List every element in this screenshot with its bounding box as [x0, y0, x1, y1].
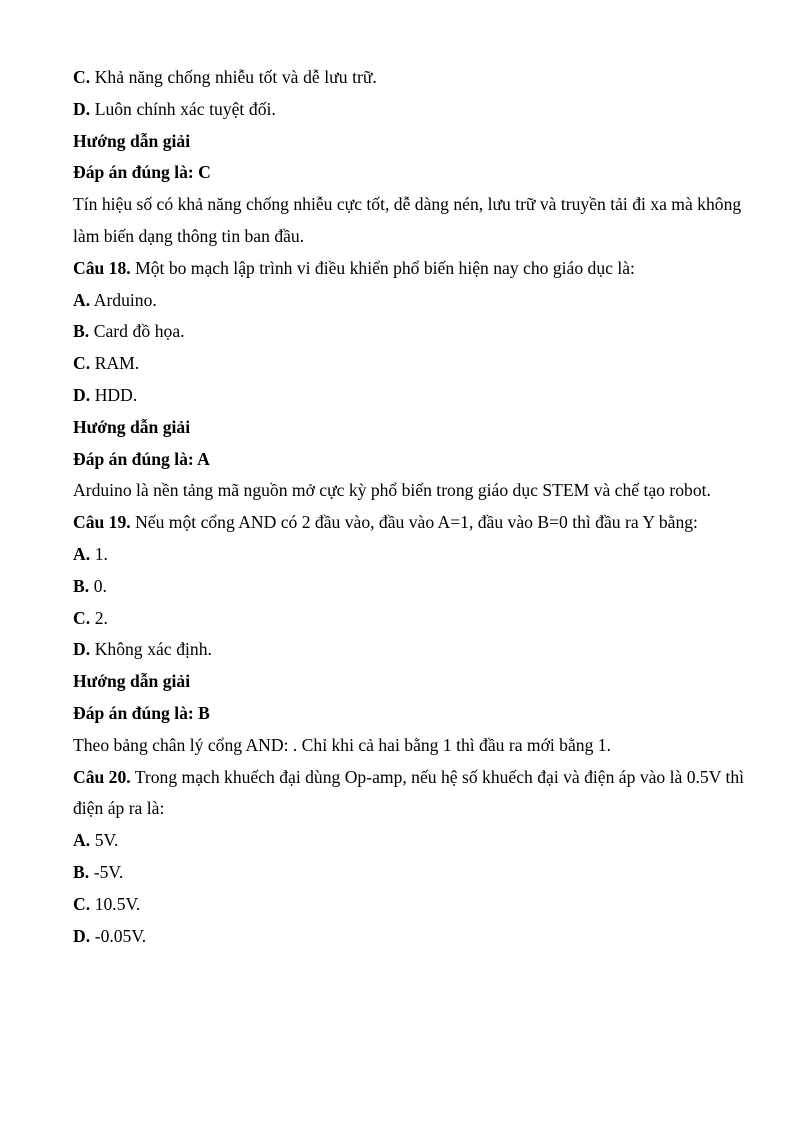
explanation-paragraph: Tín hiệu số có khả năng chống nhiễu cực tốt, dễ dàng nén, lưu trữ và truyền tải đi xa mà không làm biến dạng thông tin ban đầu.	[73, 194, 746, 246]
document-body	[73, 62, 749, 952]
option-label: D.	[73, 384, 91, 405]
option-text: RAM.	[90, 353, 140, 374]
option-label: B.	[73, 575, 90, 596]
answer-option	[73, 889, 745, 921]
option-label: B.	[73, 861, 90, 882]
answer-option	[73, 348, 745, 380]
option-label: D.	[73, 639, 91, 660]
question-number: Câu 19.	[73, 512, 131, 533]
answer-option	[73, 603, 745, 635]
answer-option	[73, 634, 745, 666]
correct-answer-line: Đáp án đúng là: A	[73, 448, 210, 469]
option-label: C.	[73, 893, 91, 914]
option-label: A.	[73, 289, 91, 310]
option-text: Khả năng chống nhiễu tốt và dễ lưu trữ.	[90, 67, 377, 87]
option-label: C.	[73, 353, 91, 374]
option-label: B.	[73, 321, 90, 342]
correct-answer-line: Đáp án đúng là: B	[73, 702, 210, 723]
option-text: -0.05V.	[90, 925, 147, 946]
answer-option	[73, 94, 745, 126]
question-number: Câu 18.	[73, 257, 131, 278]
option-text: Luôn chính xác tuyệt đối.	[90, 98, 276, 119]
question-line	[73, 507, 745, 539]
solution-heading: Hướng dẫn giải	[73, 130, 191, 151]
question-line	[73, 253, 745, 285]
question-text: Trong mạch khuếch đại dùng Op-amp, nếu hệ số khuếch đại và điện áp vào là 0.5V thì điện áp ra là:	[73, 766, 749, 819]
answer-option	[73, 285, 745, 317]
option-text: 5V.	[90, 830, 119, 851]
question-text: Một bo mạch lập trình vi điều khiển phổ biến hiện nay cho giáo dục là:	[130, 257, 635, 278]
answer-option	[73, 316, 745, 348]
option-label: D.	[73, 98, 91, 119]
option-text: 1.	[90, 543, 108, 564]
option-text: 0.	[89, 575, 107, 596]
option-text: 2.	[90, 607, 108, 628]
question-number: Câu 20.	[73, 766, 131, 787]
question-line	[73, 762, 749, 826]
option-label: A.	[73, 830, 91, 851]
explanation-paragraph: Theo bảng chân lý cổng AND: . Chỉ khi cả hai bằng 1 thì đầu ra mới bằng 1.	[73, 734, 611, 755]
option-text: 10.5V.	[90, 893, 141, 914]
solution-heading: Hướng dẫn giải	[73, 416, 191, 437]
answer-option	[73, 857, 745, 889]
option-text: Không xác định.	[90, 639, 212, 660]
answer-option	[73, 921, 745, 953]
option-label: A.	[73, 543, 91, 564]
correct-answer-line: Đáp án đúng là: C	[73, 162, 211, 183]
question-text: Nếu một cổng AND có 2 đầu vào, đầu vào A=1, đầu vào B=0 thì đầu ra Y bằng:	[130, 512, 698, 533]
answer-option	[73, 62, 745, 94]
answer-option	[73, 539, 745, 571]
answer-option	[73, 825, 745, 857]
option-text: HDD.	[90, 384, 138, 405]
answer-option	[73, 380, 745, 412]
option-text: Arduino.	[90, 289, 157, 310]
option-label: C.	[73, 607, 91, 628]
option-text: Card đồ họa.	[89, 321, 185, 342]
option-label: D.	[73, 925, 91, 946]
explanation-paragraph: Arduino là nền tảng mã nguồn mở cực kỳ phổ biến trong giáo dục STEM và chế tạo robot.	[73, 480, 711, 501]
solution-heading: Hướng dẫn giải	[73, 671, 191, 692]
option-label: C.	[73, 67, 91, 87]
option-text: -5V.	[89, 861, 124, 882]
answer-option	[73, 571, 745, 603]
